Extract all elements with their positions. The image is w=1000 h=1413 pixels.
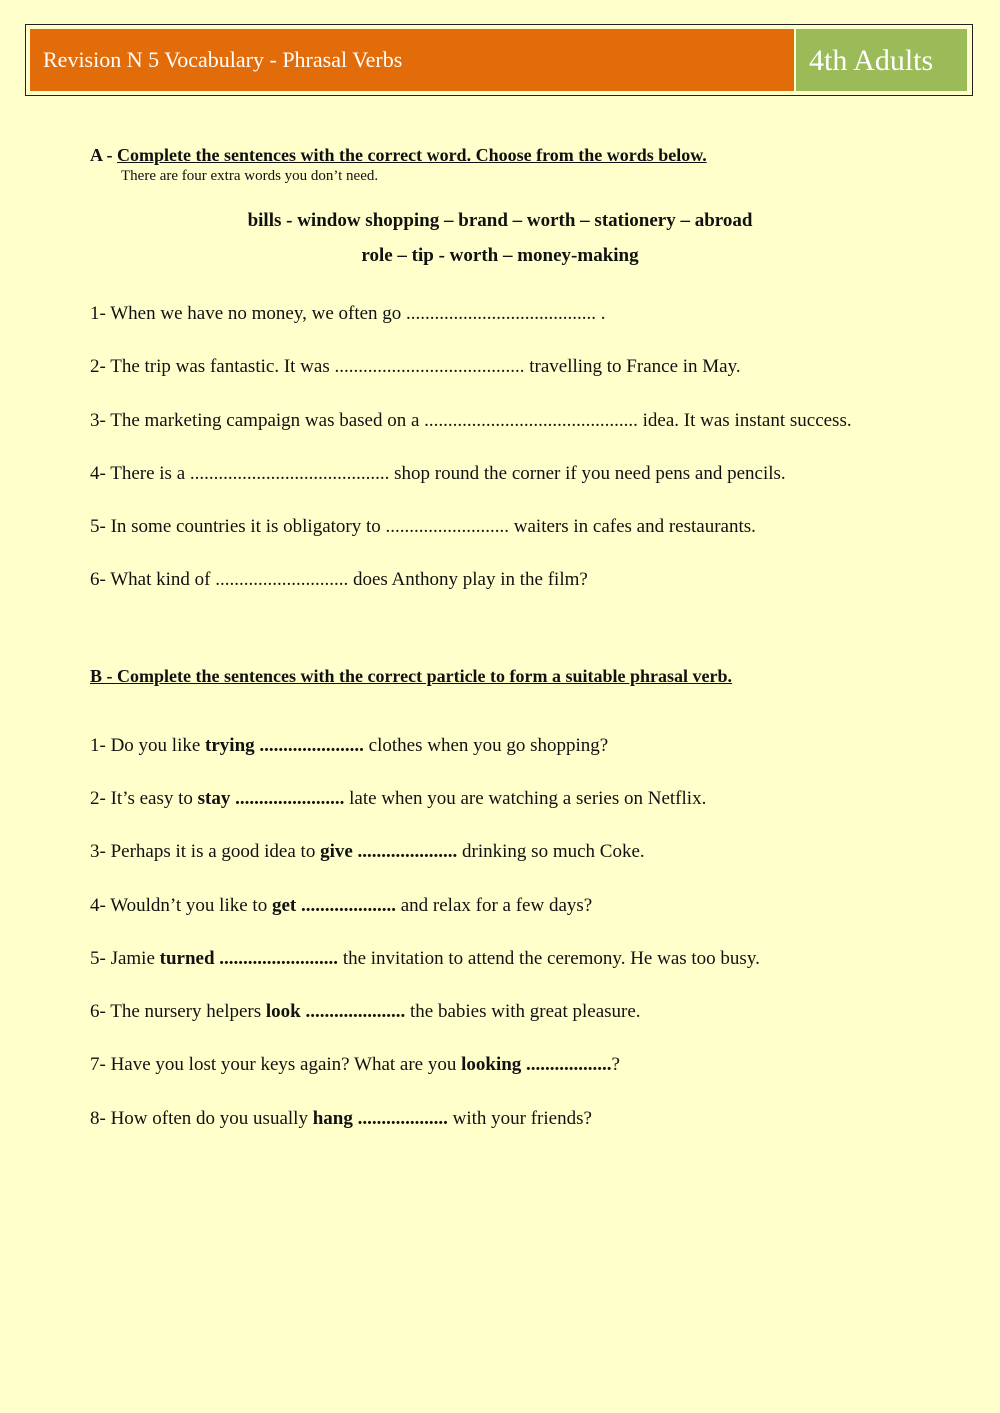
word-bank-line-2: role – tip - worth – money-making [361, 245, 639, 266]
section-a-item-2: 2- The trip was fantastic. It was ........................................ travelling to France in May. [90, 356, 741, 377]
word-bank-line-1: bills - window shopping – brand – worth – stationery – abroad [247, 210, 753, 231]
section-b-item-6: 6- The nursery helpers look ..................... the babies with great pleasure. [90, 1001, 641, 1022]
section-a-heading [90, 145, 707, 166]
section-b-item-1: 1- Do you like trying ...................... clothes when you go shopping? [90, 735, 609, 756]
section-a-item-1: 1- When we have no money, we often go ........................................ . [90, 303, 606, 324]
section-b-item-3: 3- Perhaps it is a good idea to give ..................... drinking so much Coke. [90, 841, 645, 862]
section-b-item-2: 2- It’s easy to stay ....................... late when you are watching a series on Netflix. [90, 788, 707, 809]
worksheet-header [25, 24, 973, 96]
section-b-item-4: 4- Wouldn’t you like to get .................... and relax for a few days? [90, 895, 593, 916]
phrasal-verb: give ..................... [320, 841, 458, 862]
level-badge: 4th Adults [796, 29, 967, 91]
section-a-item-5: 5- In some countries it is obligatory to .......................... waiters in cafes and restaurants. [90, 516, 756, 537]
phrasal-verb: looking .................. [461, 1054, 612, 1075]
section-a-instruction: Complete the sentences with the correct word. Choose from the words below. [117, 145, 707, 165]
section-a-note: There are four extra words you don’t need. [121, 168, 379, 184]
phrasal-verb: stay ....................... [197, 788, 345, 809]
section-a-item-6: 6- What kind of ............................ does Anthony play in the film? [90, 569, 588, 590]
section-a-prefix: A - [90, 145, 117, 165]
worksheet-title: Revision N 5 Vocabulary - Phrasal Verbs [30, 29, 794, 91]
section-a-item-4: 4- There is a .......................................... shop round the corner if you need pens and pencils. [90, 463, 786, 484]
section-a-item-3: 3- The marketing campaign was based on a ............................................. idea. It was instant success. [90, 410, 852, 431]
section-b-heading [90, 666, 732, 687]
section-b-item-8: 8- How often do you usually hang ................... with your friends? [90, 1108, 592, 1129]
phrasal-verb: hang ................... [312, 1108, 448, 1129]
section-b-item-5: 5- Jamie turned ......................... the invitation to attend the ceremony. He was too busy. [90, 948, 760, 969]
phrasal-verb: get .................... [271, 895, 396, 916]
phrasal-verb: turned ......................... [159, 948, 339, 969]
section-b-instruction: B - Complete the sentences with the correct particle to form a suitable phrasal verb. [90, 666, 733, 686]
section-b-item-7: 7- Have you lost your keys again? What are you looking ..................? [90, 1054, 620, 1075]
phrasal-verb: trying ...................... [205, 735, 364, 756]
phrasal-verb: look ..................... [265, 1001, 406, 1022]
